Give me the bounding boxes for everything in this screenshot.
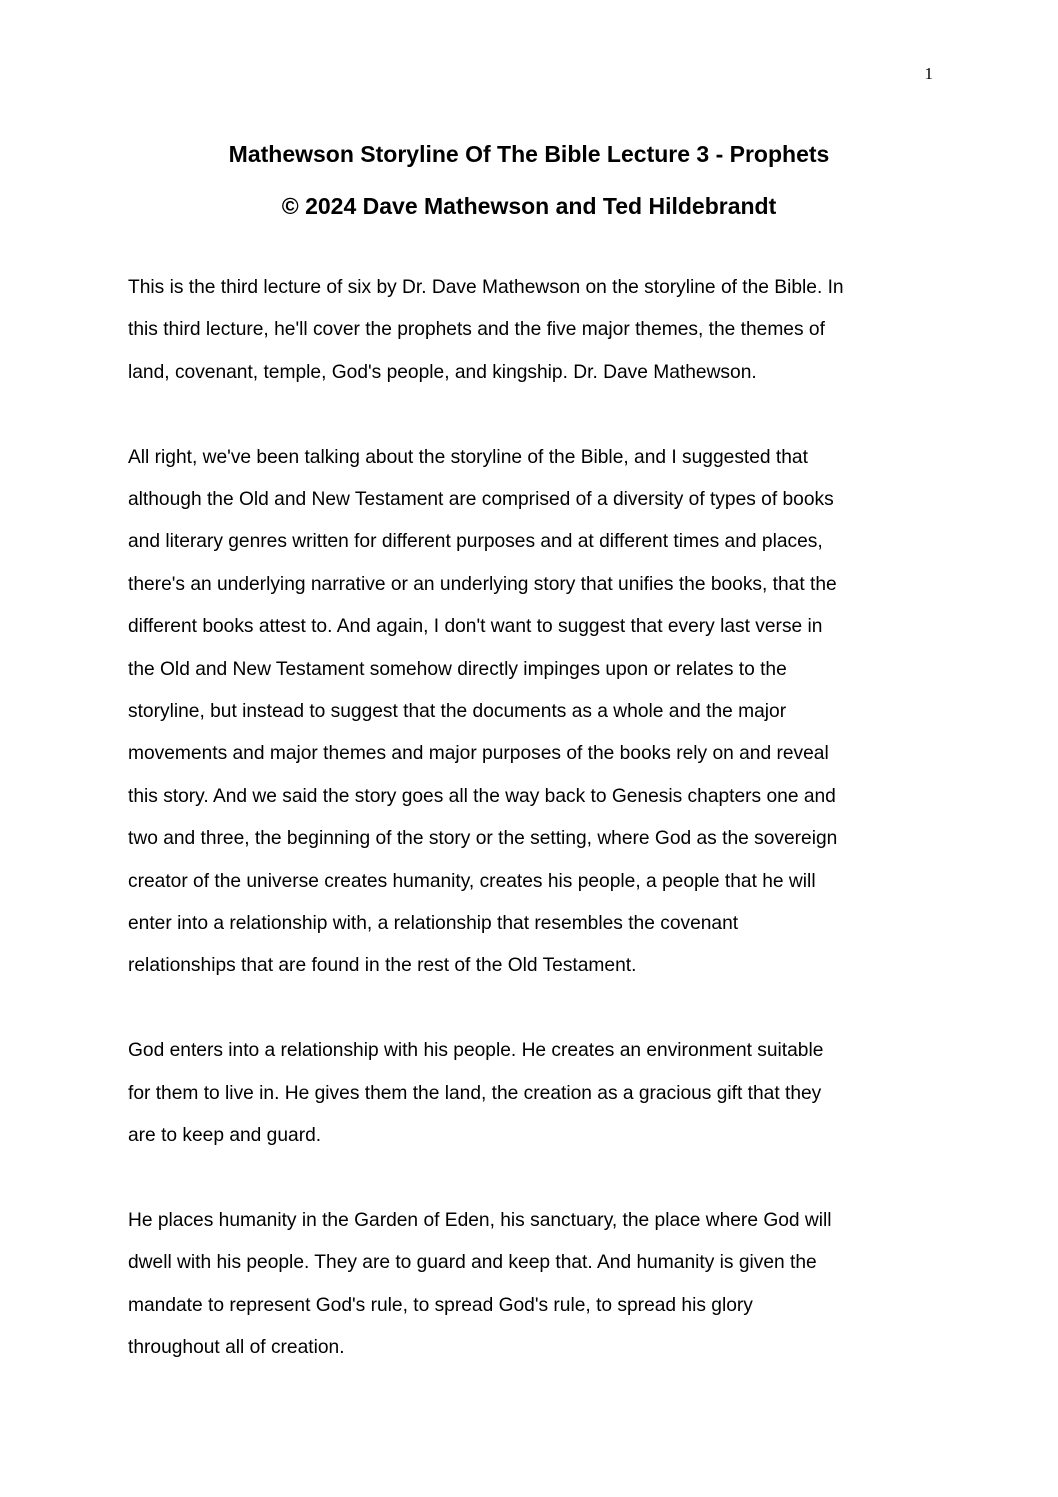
body-text bbox=[128, 267, 928, 1412]
paragraph-2 bbox=[128, 437, 928, 988]
title-line-1: Mathewson Storyline Of The Bible Lecture 3 - Prophets bbox=[228, 141, 830, 167]
text-line: movements and major themes and major purposes of the books rely on and reveal bbox=[128, 743, 829, 765]
text-line: different books attest to. And again, I don't want to suggest that every last verse in bbox=[128, 616, 823, 638]
text-line: throughout all of creation. bbox=[128, 1337, 345, 1359]
paragraph-4 bbox=[128, 1200, 928, 1370]
text-line: there's an underlying narrative or an underlying story that unifies the books, that the bbox=[128, 573, 837, 595]
text-line: dwell with his people. They are to guard and keep that. And humanity is given the bbox=[128, 1252, 817, 1274]
text-line: He places humanity in the Garden of Eden, his sanctuary, the place where God will bbox=[128, 1209, 832, 1231]
text-line: are to keep and guard. bbox=[128, 1125, 322, 1147]
text-line: relationships that are found in the rest of the Old Testament. bbox=[128, 955, 637, 977]
page-title bbox=[0, 128, 1058, 232]
text-line: God enters into a relationship with his people. He creates an environment suitable bbox=[128, 1040, 824, 1062]
text-line: this third lecture, he'll cover the prophets and the five major themes, the themes of bbox=[128, 319, 825, 341]
text-line: two and three, the beginning of the story or the setting, where God as the sovereign bbox=[128, 828, 838, 850]
text-line: and literary genres written for different purposes and at different times and places, bbox=[128, 531, 823, 553]
text-line: this story. And we said the story goes all the way back to Genesis chapters one and bbox=[128, 785, 836, 807]
text-line: the Old and New Testament somehow directly impinges upon or relates to the bbox=[128, 658, 787, 680]
text-line: This is the third lecture of six by Dr. Dave Mathewson on the storyline of the Bible. In bbox=[128, 277, 844, 298]
text-line: mandate to represent God's rule, to spread God's rule, to spread his glory bbox=[128, 1294, 753, 1316]
paragraph-1 bbox=[128, 267, 928, 394]
text-line: storyline, but instead to suggest that the documents as a whole and the major bbox=[128, 701, 787, 723]
text-line: for them to live in. He gives them the land, the creation as a gracious gift that they bbox=[128, 1082, 822, 1104]
paragraph-3 bbox=[128, 1030, 928, 1157]
text-line: land, covenant, temple, God's people, and kingship. Dr. Dave Mathewson. bbox=[128, 361, 757, 383]
title-line-2: © 2024 Dave Mathewson and Ted Hildebrandt bbox=[281, 193, 777, 219]
text-line: although the Old and New Testament are comprised of a diversity of types of books bbox=[128, 489, 834, 511]
text-line: All right, we've been talking about the storyline of the Bible, and I suggested that bbox=[128, 446, 808, 468]
text-line: enter into a relationship with, a relationship that resembles the covenant bbox=[128, 913, 739, 935]
page-number: 1 bbox=[924, 64, 933, 83]
text-line: creator of the universe creates humanity, creates his people, a people that he will bbox=[128, 870, 816, 892]
